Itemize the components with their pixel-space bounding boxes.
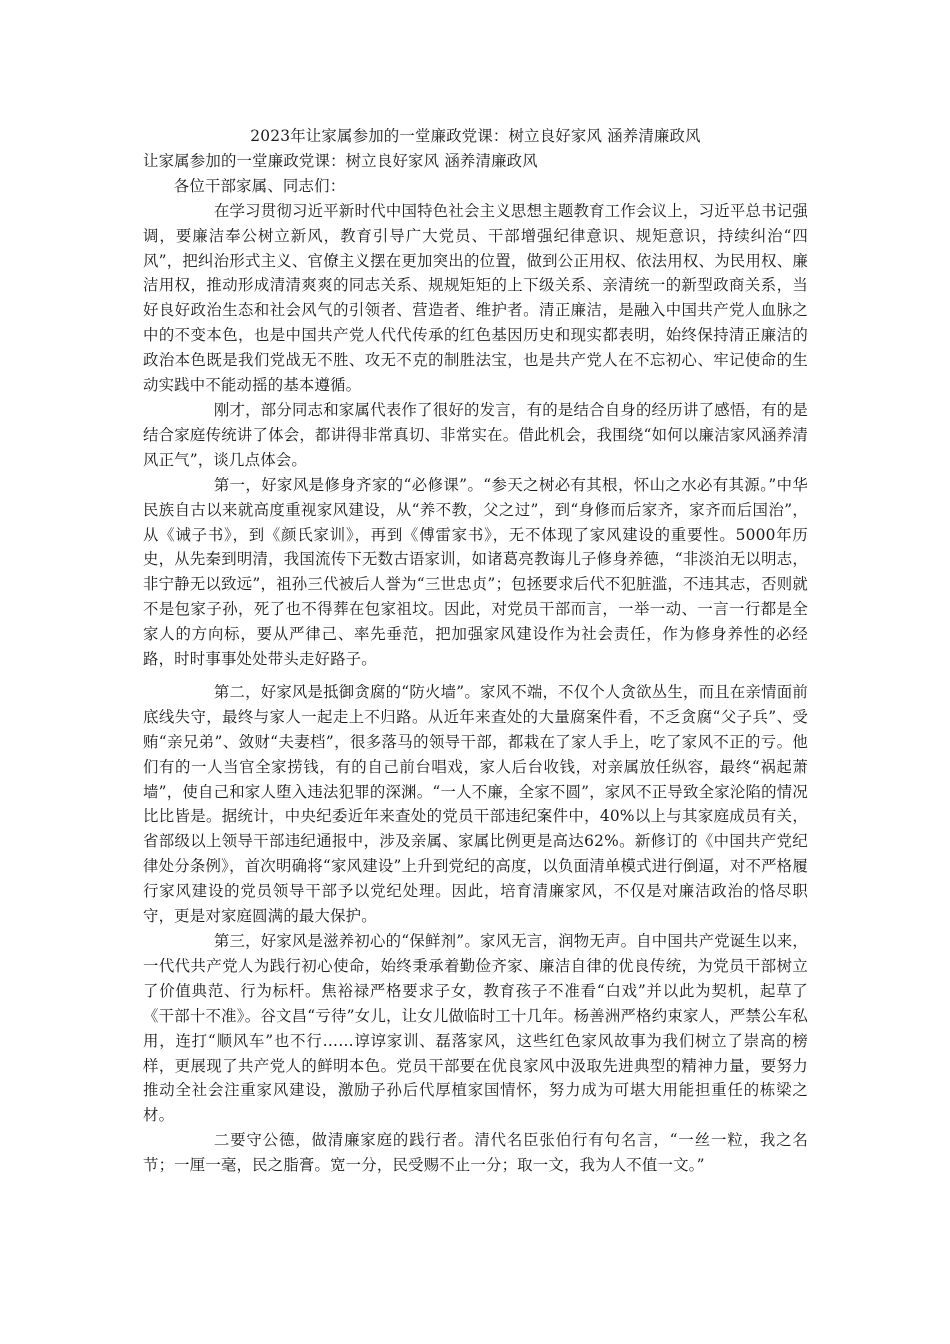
paragraph-intro: 在学习贯彻习近平新时代中国特色社会主义思想主题教育工作会议上，习近平总书记强调，要廉洁奉公树立新风，教育引导广大党员、干部增强纪律意识、规矩意识，持续纠治“四风”，把纠治形式主义、官僚主义摆在更加突出的位置，做到公正用权、依法用权、为民用权、廉洁用权，推动形成清清爽爽的同志关系、规规矩矩的上下级关系、亲清统一的新型政商关系，当好良好政治生态和社会风气的引领者、营造者、维护者。清正廉洁，是融入中国共产党人血脉之中的不变本色，也是中国共产党人代代传承的红色基因历史和现实都表明，始终保持清正廉洁的政治本色既是我们党战无不胜、攻无不克的制胜法宝，也是共产党人在不忘初心、牢记使命的生动实践中不能动摇的基本遵循。 bbox=[143, 201, 808, 395]
greeting: 各位干部家属、同志们： bbox=[173, 176, 346, 195]
document-subtitle: 让家属参加的一堂廉政党课：树立良好家风 涵养清廉政风 bbox=[143, 151, 538, 170]
document-page bbox=[143, 124, 808, 1178]
paragraph-remarks: 刚才，部分同志和家属代表作了很好的发言，有的是结合自身的经历讲了感悟，有的是结合家庭传统讲了体会，都讲得非常真切、非常实在。借此机会，我围绕“如何以廉洁家风涵养清风正气”，谈几点体会。 bbox=[143, 400, 808, 469]
paragraph-third-point: 第三，好家风是滋养初心的“保鲜剂”。家风无言，润物无声。自中国共产党诞生以来，一代代共产党人为践行初心使命，始终秉承着勤俭齐家、廉洁自律的优良传统，为党员干部树立了价值典范、行为标杆。焦裕禄严格要求子女，教育孩子不准看“白戏”并以此为契机，起草了《干部十不准》。谷文昌“亏待”女儿，让女儿做临时工十几年。杨善洲严格约束家人，严禁公车私用，连打“顺风车”也不行……谆谆家训、磊落家风，这些红色家风故事为我们树立了崇高的榜样，更展现了共产党人的鲜明本色。党员干部要在优良家风中汲取先进典型的精神力量，要努力推动全社会注重家风建设，激励子孙后代厚植家国情怀，努力成为可堪大用能担重任的栋梁之材。 bbox=[143, 932, 808, 1125]
paragraph-second-point: 第二，好家风是抵御贪腐的“防火墙”。家风不端，不仅个人贪欲丛生，而且在亲情面前底线失守，最终与家人一起走上不归路。从近年来查处的大量腐案件看，不乏贪腐“父子兵”、受贿“亲兄弟”、敛财“夫妻档”，很多落马的领导干部，都栽在了家人手上，吃了家风不正的亏。他们有的一人当官全家捞钱，有的自己前台唱戏，家人后台收钱，对亲属放任纵容，最终“祸起萧墙”，使自己和家人堕入违法犯罪的深渊。“一人不廉，全家不圆”，家风不正导致全家沦陷的情况比比皆是。据统计，中央纪委近年来查处的党员干部违纪案件中，40%以上与其家庭成员有关，省部级以上领导干部违纪通报中，涉及亲属、家属比例更是高达62%。新修订的《中国共产党纪律处分条例》，首次明确将“家风建设”上升到党纪的高度，以负面清单模式进行倒逼，对不严格履行家风建设的党员领导干部予以党纪处理。因此，培育清廉家风，不仅是对廉洁政治的恪尽职守，更是对家庭圆满的最大保护。 bbox=[143, 682, 808, 926]
paragraph-first-point: 第一，好家风是修身齐家的“必修课”。“参天之树必有其根，怀山之水必有其源。”中华民族自古以来就高度重视家风建设，从“养不教，父之过”，到“身修而后家齐，家齐而后国治”，从《诫子书》，到《颜氏家训》，再到《傅雷家书》，无不体现了家风建设的重要性。5000年历史，从先秦到明清，我国流传下无数古语家训，如诸葛亮教诲儿子修身养德，“非淡泊无以明志，非宁静无以致远”，祖孙三代被后人誉为“三世忠贞”；包拯要求后代不犯脏滥，不违其志，否则就不是包家子孙，死了也不得葬在包家祖坟。因此，对党员干部而言，一举一动、一言一行都是全家人的方向标，要从严律己、率先垂范，把加强家风建设作为社会责任，作为修身养性的必经路，时时事事处处带头走好路子。 bbox=[143, 475, 808, 669]
paragraph-public-morality: 二要守公德，做清廉家庭的践行者。清代名臣张伯行有句名言，“一丝一粒，我之名节；一厘一毫，民之脂膏。宽一分，民受赐不止一分；取一文，我为人不值一文。” bbox=[143, 1131, 808, 1175]
document-title: 2023年让家属参加的一堂廉政党课：树立良好家风 涵养清廉政风 bbox=[250, 127, 701, 145]
